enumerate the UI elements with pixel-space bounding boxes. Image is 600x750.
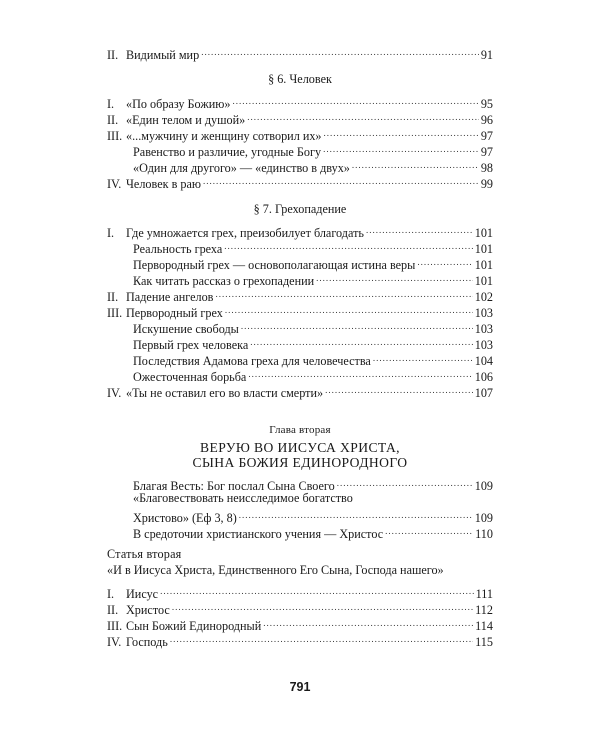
dot-leader xyxy=(385,523,473,538)
dot-leader xyxy=(324,125,479,140)
entry-number: II. xyxy=(107,48,119,62)
dot-leader xyxy=(325,382,473,397)
entry-page: 107 xyxy=(474,386,493,400)
toc-subentry xyxy=(133,238,493,256)
entry-number: I. xyxy=(107,97,115,111)
dot-leader xyxy=(172,599,473,614)
entry-title: «По образу Божию» xyxy=(126,97,231,111)
dot-leader xyxy=(323,141,479,156)
entry-page: 106 xyxy=(474,370,493,384)
entry-page: 101 xyxy=(474,258,493,272)
entry-title: Последствия Адамова греха для человечества xyxy=(133,354,371,368)
dot-leader xyxy=(352,157,479,172)
entry-title: Христос xyxy=(126,603,170,617)
dot-leader xyxy=(366,222,473,237)
toc-entry xyxy=(107,44,493,62)
entry-page: 109 xyxy=(474,511,493,525)
entry-number: IV. xyxy=(107,386,122,400)
entry-page: 112 xyxy=(475,603,493,617)
toc-subentry xyxy=(133,507,493,525)
dot-leader xyxy=(337,475,473,490)
entry-page: 97 xyxy=(480,129,493,143)
entry-title: Человек в раю xyxy=(126,177,201,191)
toc-subentry xyxy=(133,157,493,175)
dot-leader xyxy=(263,615,473,630)
entry-title: Реальность греха xyxy=(133,242,223,256)
dot-leader xyxy=(201,44,479,59)
toc-entry xyxy=(107,302,493,320)
entry-number: I. xyxy=(107,226,115,240)
dot-leader xyxy=(417,254,472,269)
entry-title: Где умножается грех, преизобилует благодать xyxy=(126,226,364,240)
entry-title: Ожесточенная борьба xyxy=(133,370,247,384)
entry-title: В средоточии христианского учения — Христос xyxy=(133,527,384,541)
toc-subentry xyxy=(133,350,493,368)
entry-number: II. xyxy=(107,113,119,127)
dot-leader xyxy=(225,302,473,317)
entry-title: Как читать рассказ о грехопадении xyxy=(133,274,315,288)
section-heading: § 6. Человек xyxy=(268,72,332,86)
entry-title-line1: «Благовествовать неисследимое богатство xyxy=(133,491,353,505)
toc-entry xyxy=(107,382,493,400)
dot-leader xyxy=(316,270,473,285)
entry-title: Господь xyxy=(126,635,168,649)
entry-title: Падение ангелов xyxy=(126,290,214,304)
entry-number: III. xyxy=(107,306,123,320)
entry-title: Первый грех человека xyxy=(133,338,249,352)
toc-subentry xyxy=(133,318,493,336)
entry-page: 103 xyxy=(474,306,493,320)
toc-subentry xyxy=(133,254,493,272)
entry-page: 99 xyxy=(480,177,493,191)
entry-title: «...мужчину и женщину сотворил их» xyxy=(126,129,322,143)
chapter-label: Глава вторая xyxy=(269,424,331,436)
entry-title: Видимый мир xyxy=(126,48,200,62)
entry-number: II. xyxy=(107,290,119,304)
dot-leader xyxy=(203,173,479,188)
toc-entry xyxy=(107,583,493,601)
entry-title: Благая Весть: Бог послал Сына Своего xyxy=(133,479,335,493)
toc-entry xyxy=(107,286,493,304)
toc-entry xyxy=(107,615,493,633)
entry-number: II. xyxy=(107,603,119,617)
chapter-title-line2: СЫНА БОЖИЯ ЕДИНОРОДНОГО xyxy=(192,455,408,470)
entry-title: Искушение свободы xyxy=(133,322,239,336)
dot-leader xyxy=(224,238,472,253)
entry-title: Первородный грех — основополагающая истина веры xyxy=(133,258,416,272)
entry-number: III. xyxy=(107,129,123,143)
entry-title: Иисус xyxy=(126,587,159,601)
entry-page: 97 xyxy=(480,145,493,159)
toc-subentry xyxy=(133,141,493,159)
entry-page: 111 xyxy=(475,587,493,601)
entry-page: 96 xyxy=(480,113,493,127)
entry-page: 110 xyxy=(475,527,493,541)
dot-leader xyxy=(232,93,478,108)
entry-title: Сын Божий Единородный xyxy=(126,619,262,633)
dot-leader xyxy=(373,350,473,365)
entry-title: Христово» (Еф 3, 8) xyxy=(133,511,237,525)
toc-entry xyxy=(107,109,493,127)
entry-page: 109 xyxy=(474,479,493,493)
toc-entry xyxy=(107,222,493,240)
entry-page: 95 xyxy=(480,97,493,111)
entry-page: 103 xyxy=(474,338,493,352)
toc-entry xyxy=(107,631,493,649)
dot-leader xyxy=(250,334,472,349)
entry-title: Равенство и различие, угодные Богу xyxy=(133,145,322,159)
toc-subentry xyxy=(133,475,493,493)
page-number: 791 xyxy=(289,680,311,694)
toc-subentry xyxy=(133,523,493,541)
toc-subentry xyxy=(133,366,493,384)
toc-entry xyxy=(107,599,493,617)
entry-page: 101 xyxy=(474,226,493,240)
toc-subentry xyxy=(133,334,493,352)
entry-title: «Ты не оставил его во власти смерти» xyxy=(126,386,324,400)
article-label: Статья вторая xyxy=(107,547,182,561)
entry-number: I. xyxy=(107,587,115,601)
dot-leader xyxy=(241,318,473,333)
entry-number: III. xyxy=(107,619,123,633)
dot-leader xyxy=(160,583,474,598)
entry-page: 91 xyxy=(480,48,493,62)
chapter-title-line1: ВЕРУЮ ВО ИИСУСА ХРИСТА, xyxy=(200,440,400,455)
entry-title: Первородный грех xyxy=(126,306,223,320)
toc-entry xyxy=(107,93,493,111)
entry-page: 104 xyxy=(474,354,493,368)
toc-entry xyxy=(107,125,493,143)
entry-page: 98 xyxy=(480,161,493,175)
article-subtitle: «И в Иисуса Христа, Единственного Его Сына, Господа нашего» xyxy=(107,563,444,577)
entry-number: IV. xyxy=(107,635,122,649)
toc-entry xyxy=(107,173,493,191)
entry-number: IV. xyxy=(107,177,122,191)
entry-title: «Один для другого» — «единство в двух» xyxy=(133,161,350,175)
toc-subentry xyxy=(133,270,493,288)
entry-page: 103 xyxy=(474,322,493,336)
entry-page: 101 xyxy=(474,242,493,256)
section-heading: § 7. Грехопадение xyxy=(253,202,347,216)
dot-leader xyxy=(248,366,472,381)
dot-leader xyxy=(239,507,473,522)
dot-leader xyxy=(247,109,479,124)
entry-page: 114 xyxy=(475,619,493,633)
dot-leader xyxy=(215,286,472,301)
dot-leader xyxy=(170,631,473,646)
entry-page: 115 xyxy=(475,635,493,649)
entry-title: «Един телом и душой» xyxy=(126,113,246,127)
entry-page: 102 xyxy=(474,290,493,304)
entry-page: 101 xyxy=(474,274,493,288)
